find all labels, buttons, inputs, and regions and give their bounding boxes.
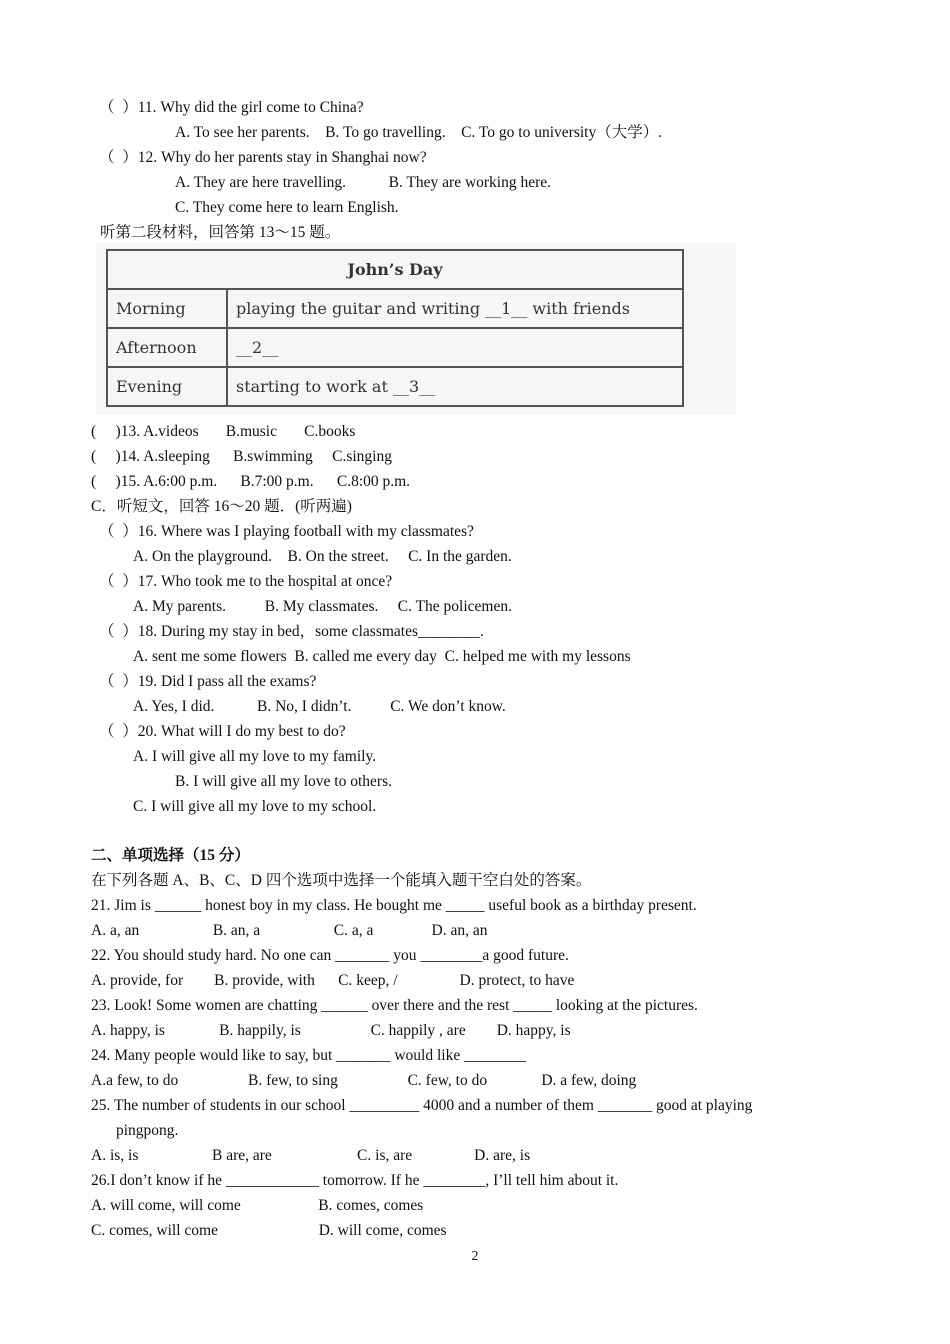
section-c-instruction: C．听短文，回答 16～20 题．(听两遍) bbox=[91, 498, 352, 515]
q25-continued: pingpong. bbox=[116, 1122, 179, 1139]
table-row bbox=[107, 367, 683, 406]
q12: （ ）12. Why do her parents stay in Shanghai now? bbox=[99, 149, 427, 166]
johns-day-table bbox=[106, 249, 684, 407]
q12-options-2: C. They come here to learn English. bbox=[175, 199, 399, 216]
row-label: Evening bbox=[107, 367, 227, 406]
q12-options-1: A. They are here travelling. B. They are working here. bbox=[175, 174, 552, 191]
q23-options: A. happy, is B. happily, is C. happily , are D. happy, is bbox=[91, 1022, 571, 1039]
table-row bbox=[107, 289, 683, 328]
q18: （ ）18. During my stay in bed，some classmates________. bbox=[99, 623, 484, 640]
q20-option-a: A. I will give all my love to my family. bbox=[133, 748, 377, 765]
q25-options: A. is, is B are, are C. is, are D. are, is bbox=[91, 1147, 531, 1164]
row-label: Morning bbox=[107, 289, 227, 328]
q11: （ ）11. Why did the girl come to China? bbox=[99, 99, 364, 116]
q13: ( )13. A.videos B.music C.books bbox=[91, 423, 356, 440]
q15: ( )15. A.6:00 p.m. B.7:00 p.m. C.8:00 p.m. bbox=[91, 473, 411, 490]
q20: （ ）20. What will I do my best to do? bbox=[99, 723, 346, 740]
page-number: 2 bbox=[471, 1249, 479, 1264]
q19: （ ）19. Did I pass all the exams? bbox=[99, 673, 317, 690]
q23: 23. Look! Some women are chatting ______ over there and the rest _____ looking at the pictures. bbox=[91, 997, 698, 1014]
q21: 21. Jim is ______ honest boy in my class. He bought me _____ useful book as a birthday present. bbox=[91, 897, 697, 914]
q24-options: A.a few, to do B. few, to sing C. few, to do D. a few, doing bbox=[91, 1072, 637, 1089]
table-header-row bbox=[107, 250, 683, 289]
q17: （ ）17. Who took me to the hospital at once? bbox=[99, 573, 393, 590]
q19-options: A. Yes, I did. B. No, I didn’t. C. We don’t know. bbox=[133, 698, 506, 715]
q11-options: A. To see her parents. B. To go travelling. C. To go to university（大学）. bbox=[175, 124, 663, 141]
q16: （ ）16. Where was I playing football with my classmates? bbox=[99, 523, 474, 540]
part-2-heading: 二、单项选择（15 分） bbox=[91, 847, 250, 864]
q20-option-c: C. I will give all my love to my school. bbox=[133, 798, 377, 815]
q14: ( )14. A.sleeping B.swimming C.singing bbox=[91, 448, 392, 465]
section-2-instruction: 听第二段材料，回答第 13～15 题。 bbox=[100, 224, 341, 241]
q25: 25. The number of students in our school _________ 4000 and a number of them _______ good at playing bbox=[91, 1097, 753, 1114]
q26-options-2: C. comes, will come D. will come, comes bbox=[91, 1222, 447, 1239]
q17-options: A. My parents. B. My classmates. C. The policemen. bbox=[133, 598, 512, 615]
q21-options: A. a, an B. an, a C. a, a D. an, an bbox=[91, 922, 488, 939]
table-title: John’s Day bbox=[107, 250, 683, 289]
q20-option-b: B. I will give all my love to others. bbox=[175, 773, 392, 790]
row-content: playing the guitar and writing __1__ with friends bbox=[227, 289, 683, 328]
q22: 22. You should study hard. No one can _______ you ________a good future. bbox=[91, 947, 569, 964]
row-content: starting to work at __3__ bbox=[227, 367, 683, 406]
part-2-instruction: 在下列各题 A、B、C、D 四个选项中选择一个能填入题干空白处的答案。 bbox=[91, 872, 592, 889]
q26-options-1: A. will come, will come B. comes, comes bbox=[91, 1197, 424, 1214]
q24: 24. Many people would like to say, but _______ would like ________ bbox=[91, 1047, 527, 1064]
q26: 26.I don’t know if he ____________ tomorrow. If he ________, I’ll tell him about it. bbox=[91, 1172, 619, 1189]
q22-options: A. provide, for B. provide, with C. keep, / D. protect, to have bbox=[91, 972, 575, 989]
row-content: __2__ bbox=[227, 328, 683, 367]
table-row bbox=[107, 328, 683, 367]
q16-options: A. On the playground. B. On the street. C. In the garden. bbox=[133, 548, 512, 565]
q18-options: A. sent me some flowers B. called me every day C. helped me with my lessons bbox=[133, 648, 631, 665]
row-label: Afternoon bbox=[107, 328, 227, 367]
